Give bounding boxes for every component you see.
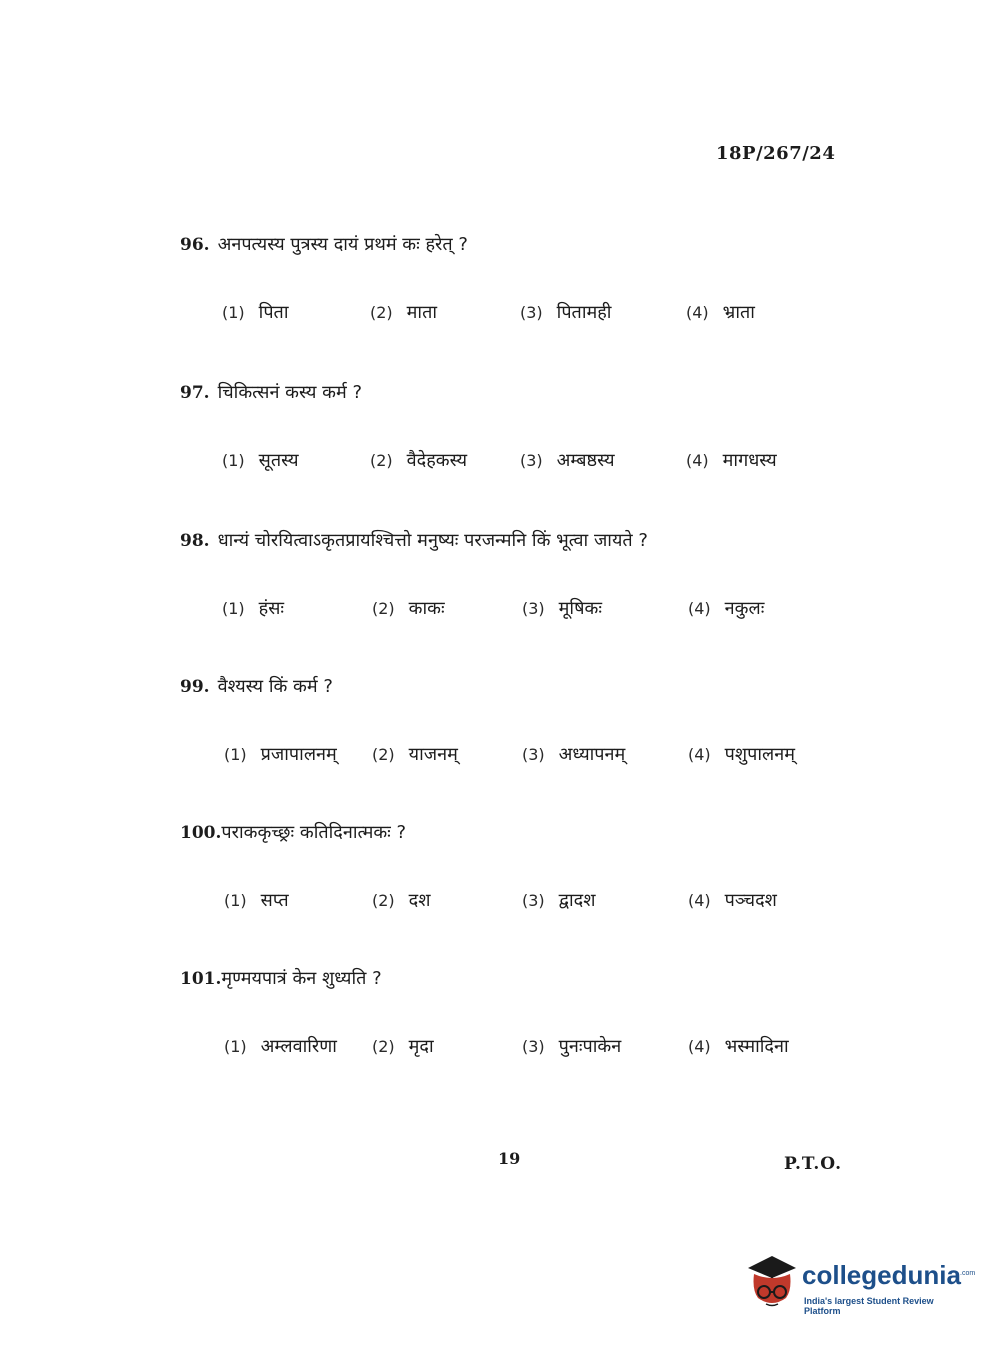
options-row	[180, 888, 900, 918]
option-4: (4) मागधस्य	[686, 450, 777, 471]
option-3: (3) मूषिकः	[522, 598, 602, 619]
question-99	[180, 674, 900, 772]
option-3: (3) द्वादश	[522, 890, 596, 911]
option-4: (4) भस्मादिना	[688, 1036, 789, 1057]
brand-tagline: India's largest Student Review Platform	[804, 1296, 934, 1316]
option-1: (1) हंसः	[222, 598, 285, 619]
option-4: (4) पञ्चदश	[688, 890, 777, 911]
option-2: (2) काकः	[372, 598, 445, 619]
question-text: धान्यं चोरयित्वाऽकृतप्रायश्चित्तो मनुष्यः परजन्मनि किं भूत्वा जायते ?	[217, 530, 648, 551]
options-row	[180, 1034, 900, 1064]
option-3: (3) पितामही	[520, 302, 612, 323]
option-3: (3) अध्यापनम्	[522, 744, 626, 765]
option-1: (1) सूतस्य	[222, 450, 299, 471]
question-text: अनपत्यस्य पुत्रस्य दायं प्रथमं कः हरेत् ?	[217, 234, 468, 255]
option-1: (1) प्रजापालनम्	[224, 744, 337, 765]
options-row	[180, 300, 900, 330]
option-4: (4) नकुलः	[688, 598, 765, 619]
question-number: 99.	[180, 677, 210, 697]
question-98	[180, 528, 900, 626]
collegedunia-logo-icon	[742, 1250, 800, 1310]
pto-label: P.T.O.	[784, 1154, 842, 1174]
option-2: (2) माता	[370, 302, 438, 323]
paper-code: 18P/267/24	[716, 143, 836, 164]
question-text: मृण्मयपात्रं केन शुध्यति ?	[221, 968, 382, 989]
question-number: 96.	[180, 235, 210, 255]
option-3: (3) अम्बष्ठस्य	[520, 450, 615, 471]
question-97	[180, 380, 900, 478]
question-96	[180, 232, 900, 330]
page-number: 19	[498, 1149, 521, 1168]
option-2: (2) दश	[372, 890, 431, 911]
collegedunia-watermark	[742, 1250, 976, 1316]
option-1: (1) पिता	[222, 302, 289, 323]
option-1: (1) सप्त	[224, 890, 289, 911]
question-number: 100.	[180, 823, 222, 843]
brand-name: collegedunia	[802, 1260, 961, 1290]
question-text: वैश्यस्य किं कर्म ?	[217, 676, 333, 697]
question-number: 97.	[180, 383, 210, 403]
question-text: पराककृच्छ्रः कतिदिनात्मकः ?	[221, 822, 407, 843]
question-number: 98.	[180, 531, 210, 551]
options-row	[180, 448, 900, 478]
option-2: (2) मृदा	[372, 1036, 434, 1057]
question-number: 101.	[180, 969, 222, 989]
question-101	[180, 966, 900, 1064]
options-row	[180, 742, 900, 772]
question-100	[180, 820, 900, 918]
option-2: (2) वैदेहकस्य	[370, 450, 468, 471]
option-4: (4) भ्राता	[686, 302, 755, 323]
options-row	[180, 596, 900, 626]
option-3: (3) पुनःपाकेन	[522, 1036, 622, 1057]
option-4: (4) पशुपालनम्	[688, 744, 795, 765]
question-text: चिकित्सनं कस्य कर्म ?	[217, 382, 363, 403]
brand-domain: .com	[960, 1270, 976, 1277]
option-1: (1) अम्लवारिणा	[224, 1036, 337, 1057]
option-2: (2) याजनम्	[372, 744, 458, 765]
